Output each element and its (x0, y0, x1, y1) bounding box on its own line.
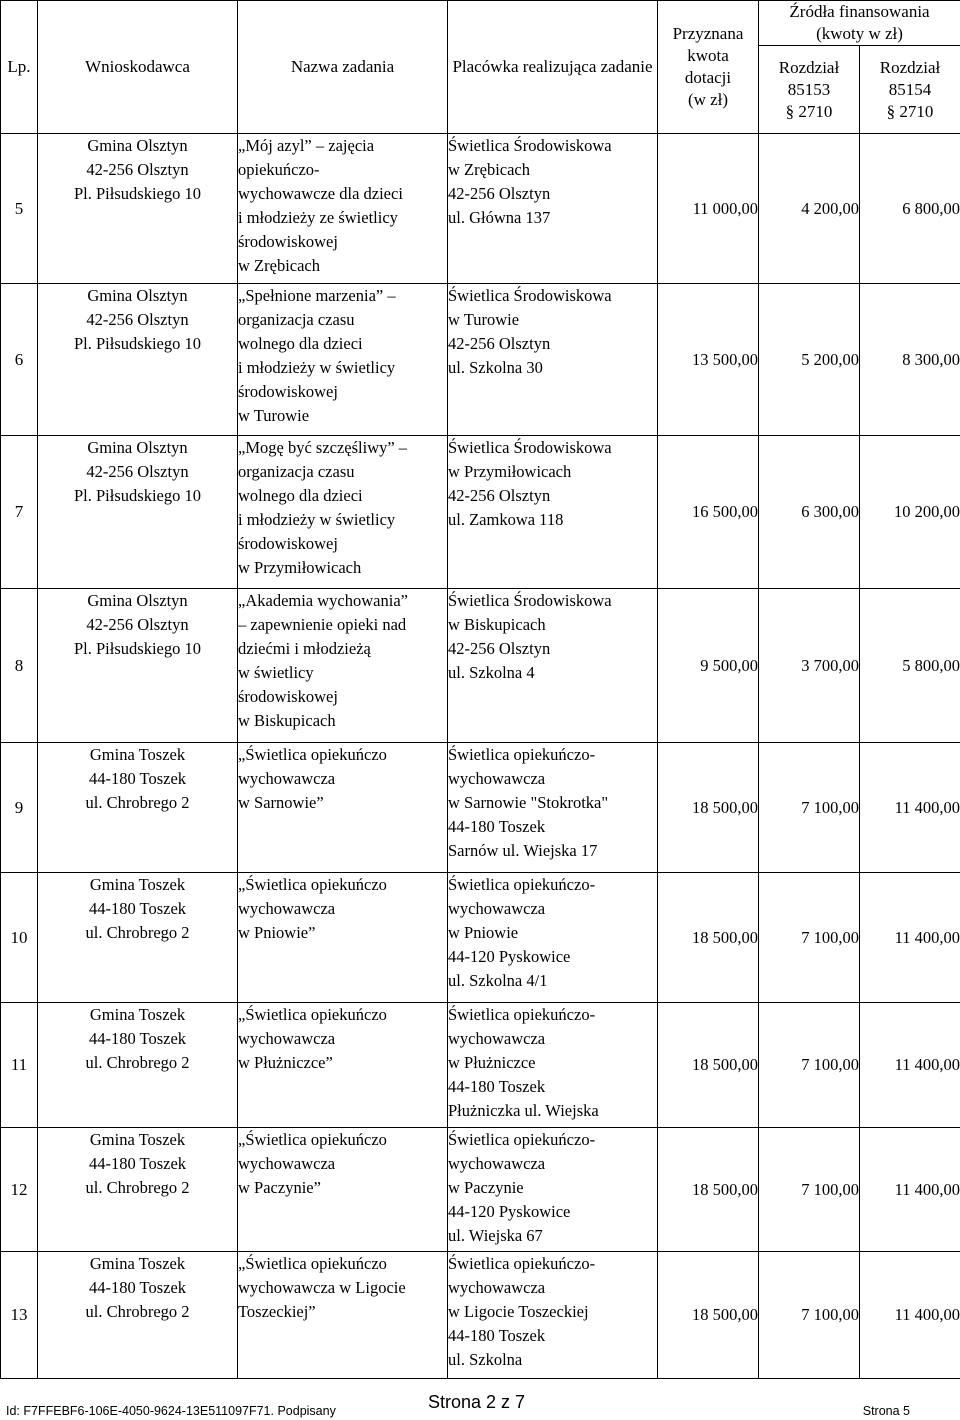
table-row (1, 284, 960, 436)
header-section-85154: Rozdział 85154 § 2710 (860, 46, 960, 134)
row-number: 9 (1, 743, 38, 873)
institution-cell: Świetlica Środowiskowa w Przymiłowicach 42-256 Olsztyn ul. Zamkowa 118 (448, 436, 658, 589)
amount-85153: 6 300,00 (759, 436, 860, 589)
grant-amount: 18 500,00 (658, 1252, 759, 1379)
amount-85153: 7 100,00 (759, 1252, 860, 1379)
amount-85153: 7 100,00 (759, 1003, 860, 1128)
institution-cell: Świetlica opiekuńczo- wychowawcza w Pniowie 44-120 Pyskowice ul. Szkolna 4/1 (448, 873, 658, 1003)
task-name-cell: „Świetlica opiekuńczo wychowawcza w Sarnowie” (238, 743, 448, 873)
page-number: Strona 2 z 7 (428, 1392, 526, 1412)
amount-85154: 11 400,00 (860, 743, 960, 873)
applicant-cell: Gmina Toszek 44-180 Toszek ul. Chrobrego 2 (38, 1128, 238, 1252)
grant-amount: 18 500,00 (658, 873, 759, 1003)
task-name-cell: „Świetlica opiekuńczo wychowawcza w Płużniczce” (238, 1003, 448, 1128)
institution-cell: Świetlica opiekuńczo- wychowawcza w Sarnowie "Stokrotka" 44-180 Toszek Sarnów ul. Wiejska 17 (448, 743, 658, 873)
header-grant: Przyznana kwota dotacji (w zł) (658, 1, 759, 134)
grant-amount: 18 500,00 (658, 1128, 759, 1252)
header-task: Nazwa zadania (238, 1, 448, 134)
applicant-cell: Gmina Olsztyn 42-256 Olsztyn Pl. Piłsudskiego 10 (38, 589, 238, 743)
page-number-right: Strona 5 (862, 1404, 910, 1418)
task-name-cell: „Świetlica opiekuńczo wychowawcza w Pniowie” (238, 873, 448, 1003)
grant-amount: 18 500,00 (658, 1003, 759, 1128)
table-row (1, 1003, 960, 1128)
grant-amount: 11 000,00 (658, 134, 759, 284)
page-footer (0, 1392, 960, 1416)
grant-amount: 16 500,00 (658, 436, 759, 589)
amount-85154: 10 200,00 (860, 436, 960, 589)
task-name-cell: „Spełnione marzenia” – organizacja czasu wolnego dla dzieci i młodzieży w świetlicy środowiskowej w Turowie (238, 284, 448, 436)
amount-85154: 6 800,00 (860, 134, 960, 284)
task-name-cell: „Mogę być szczęśliwy” – organizacja czasu wolnego dla dzieci i młodzieży w świetlicy środowiskowej w Przymiłowicach (238, 436, 448, 589)
amount-85154: 11 400,00 (860, 1003, 960, 1128)
institution-cell: Świetlica opiekuńczo- wychowawcza w Paczynie 44-120 Pyskowice ul. Wiejska 67 (448, 1128, 658, 1252)
row-number: 7 (1, 436, 38, 589)
institution-cell: Świetlica Środowiskowa w Biskupicach 42-256 Olsztyn ul. Szkolna 4 (448, 589, 658, 743)
table-row (1, 436, 960, 589)
table-row (1, 873, 960, 1003)
grant-amount: 18 500,00 (658, 743, 759, 873)
task-name-cell: „Świetlica opiekuńczo wychowawcza w Paczynie” (238, 1128, 448, 1252)
applicant-cell: Gmina Olsztyn 42-256 Olsztyn Pl. Piłsudskiego 10 (38, 284, 238, 436)
row-number: 13 (1, 1252, 38, 1379)
table-body (1, 134, 960, 1379)
task-name-cell: „Mój azyl” – zajęcia opiekuńczo- wychowawcze dla dzieci i młodzieży ze świetlicy środowiskowej w Zrębicach (238, 134, 448, 284)
table-row (1, 589, 960, 743)
amount-85154: 8 300,00 (860, 284, 960, 436)
table-row (1, 134, 960, 284)
institution-cell: Świetlica opiekuńczo- wychowawcza w Ligocie Toszeckiej 44-180 Toszek ul. Szkolna (448, 1252, 658, 1379)
applicant-cell: Gmina Toszek 44-180 Toszek ul. Chrobrego 2 (38, 743, 238, 873)
applicant-cell: Gmina Toszek 44-180 Toszek ul. Chrobrego 2 (38, 873, 238, 1003)
header-section-85153: Rozdział 85153 § 2710 (759, 46, 860, 134)
header-funding: Źródła finansowania (kwoty w zł) (759, 1, 960, 46)
institution-cell: Świetlica opiekuńczo- wychowawcza w Płużniczce 44-180 Toszek Płużniczka ul. Wiejska (448, 1003, 658, 1128)
applicant-cell: Gmina Olsztyn 42-256 Olsztyn Pl. Piłsudskiego 10 (38, 436, 238, 589)
amount-85154: 11 400,00 (860, 1252, 960, 1379)
amount-85153: 3 700,00 (759, 589, 860, 743)
amount-85153: 5 200,00 (759, 284, 860, 436)
institution-cell: Świetlica Środowiskowa w Turowie 42-256 Olsztyn ul. Szkolna 30 (448, 284, 658, 436)
institution-cell: Świetlica Środowiskowa w Zrębicach 42-256 Olsztyn ul. Główna 137 (448, 134, 658, 284)
task-name-cell: „Akademia wychowania” – zapewnienie opieki nad dziećmi i młodzieżą w świetlicy środowiskowej w Biskupicach (238, 589, 448, 743)
amount-85154: 11 400,00 (860, 1128, 960, 1252)
grant-amount: 13 500,00 (658, 284, 759, 436)
row-number: 8 (1, 589, 38, 743)
row-number: 10 (1, 873, 38, 1003)
table-row (1, 1252, 960, 1379)
row-number: 6 (1, 284, 38, 436)
applicant-cell: Gmina Olsztyn 42-256 Olsztyn Pl. Piłsudskiego 10 (38, 134, 238, 284)
amount-85153: 7 100,00 (759, 1128, 860, 1252)
table-row (1, 743, 960, 873)
applicant-cell: Gmina Toszek 44-180 Toszek ul. Chrobrego 2 (38, 1252, 238, 1379)
header-lp: Lp. (1, 1, 38, 134)
amount-85153: 7 100,00 (759, 743, 860, 873)
amount-85153: 7 100,00 (759, 873, 860, 1003)
row-number: 5 (1, 134, 38, 284)
row-number: 12 (1, 1128, 38, 1252)
task-name-cell: „Świetlica opiekuńczo wychowawcza w Ligocie Toszeckiej” (238, 1252, 448, 1379)
applicant-cell: Gmina Toszek 44-180 Toszek ul. Chrobrego 2 (38, 1003, 238, 1128)
amount-85154: 5 800,00 (860, 589, 960, 743)
table-row (1, 1128, 960, 1252)
document-id: Id: F7FFEBF6-106E-4050-9624-13E511097F71. Podpisany (6, 1404, 336, 1418)
row-number: 11 (1, 1003, 38, 1128)
amount-85154: 11 400,00 (860, 873, 960, 1003)
amount-85153: 4 200,00 (759, 134, 860, 284)
header-applicant: Wnioskodawca (38, 1, 238, 134)
grant-amount: 9 500,00 (658, 589, 759, 743)
header-place: Placówka realizująca zadanie (448, 1, 658, 134)
